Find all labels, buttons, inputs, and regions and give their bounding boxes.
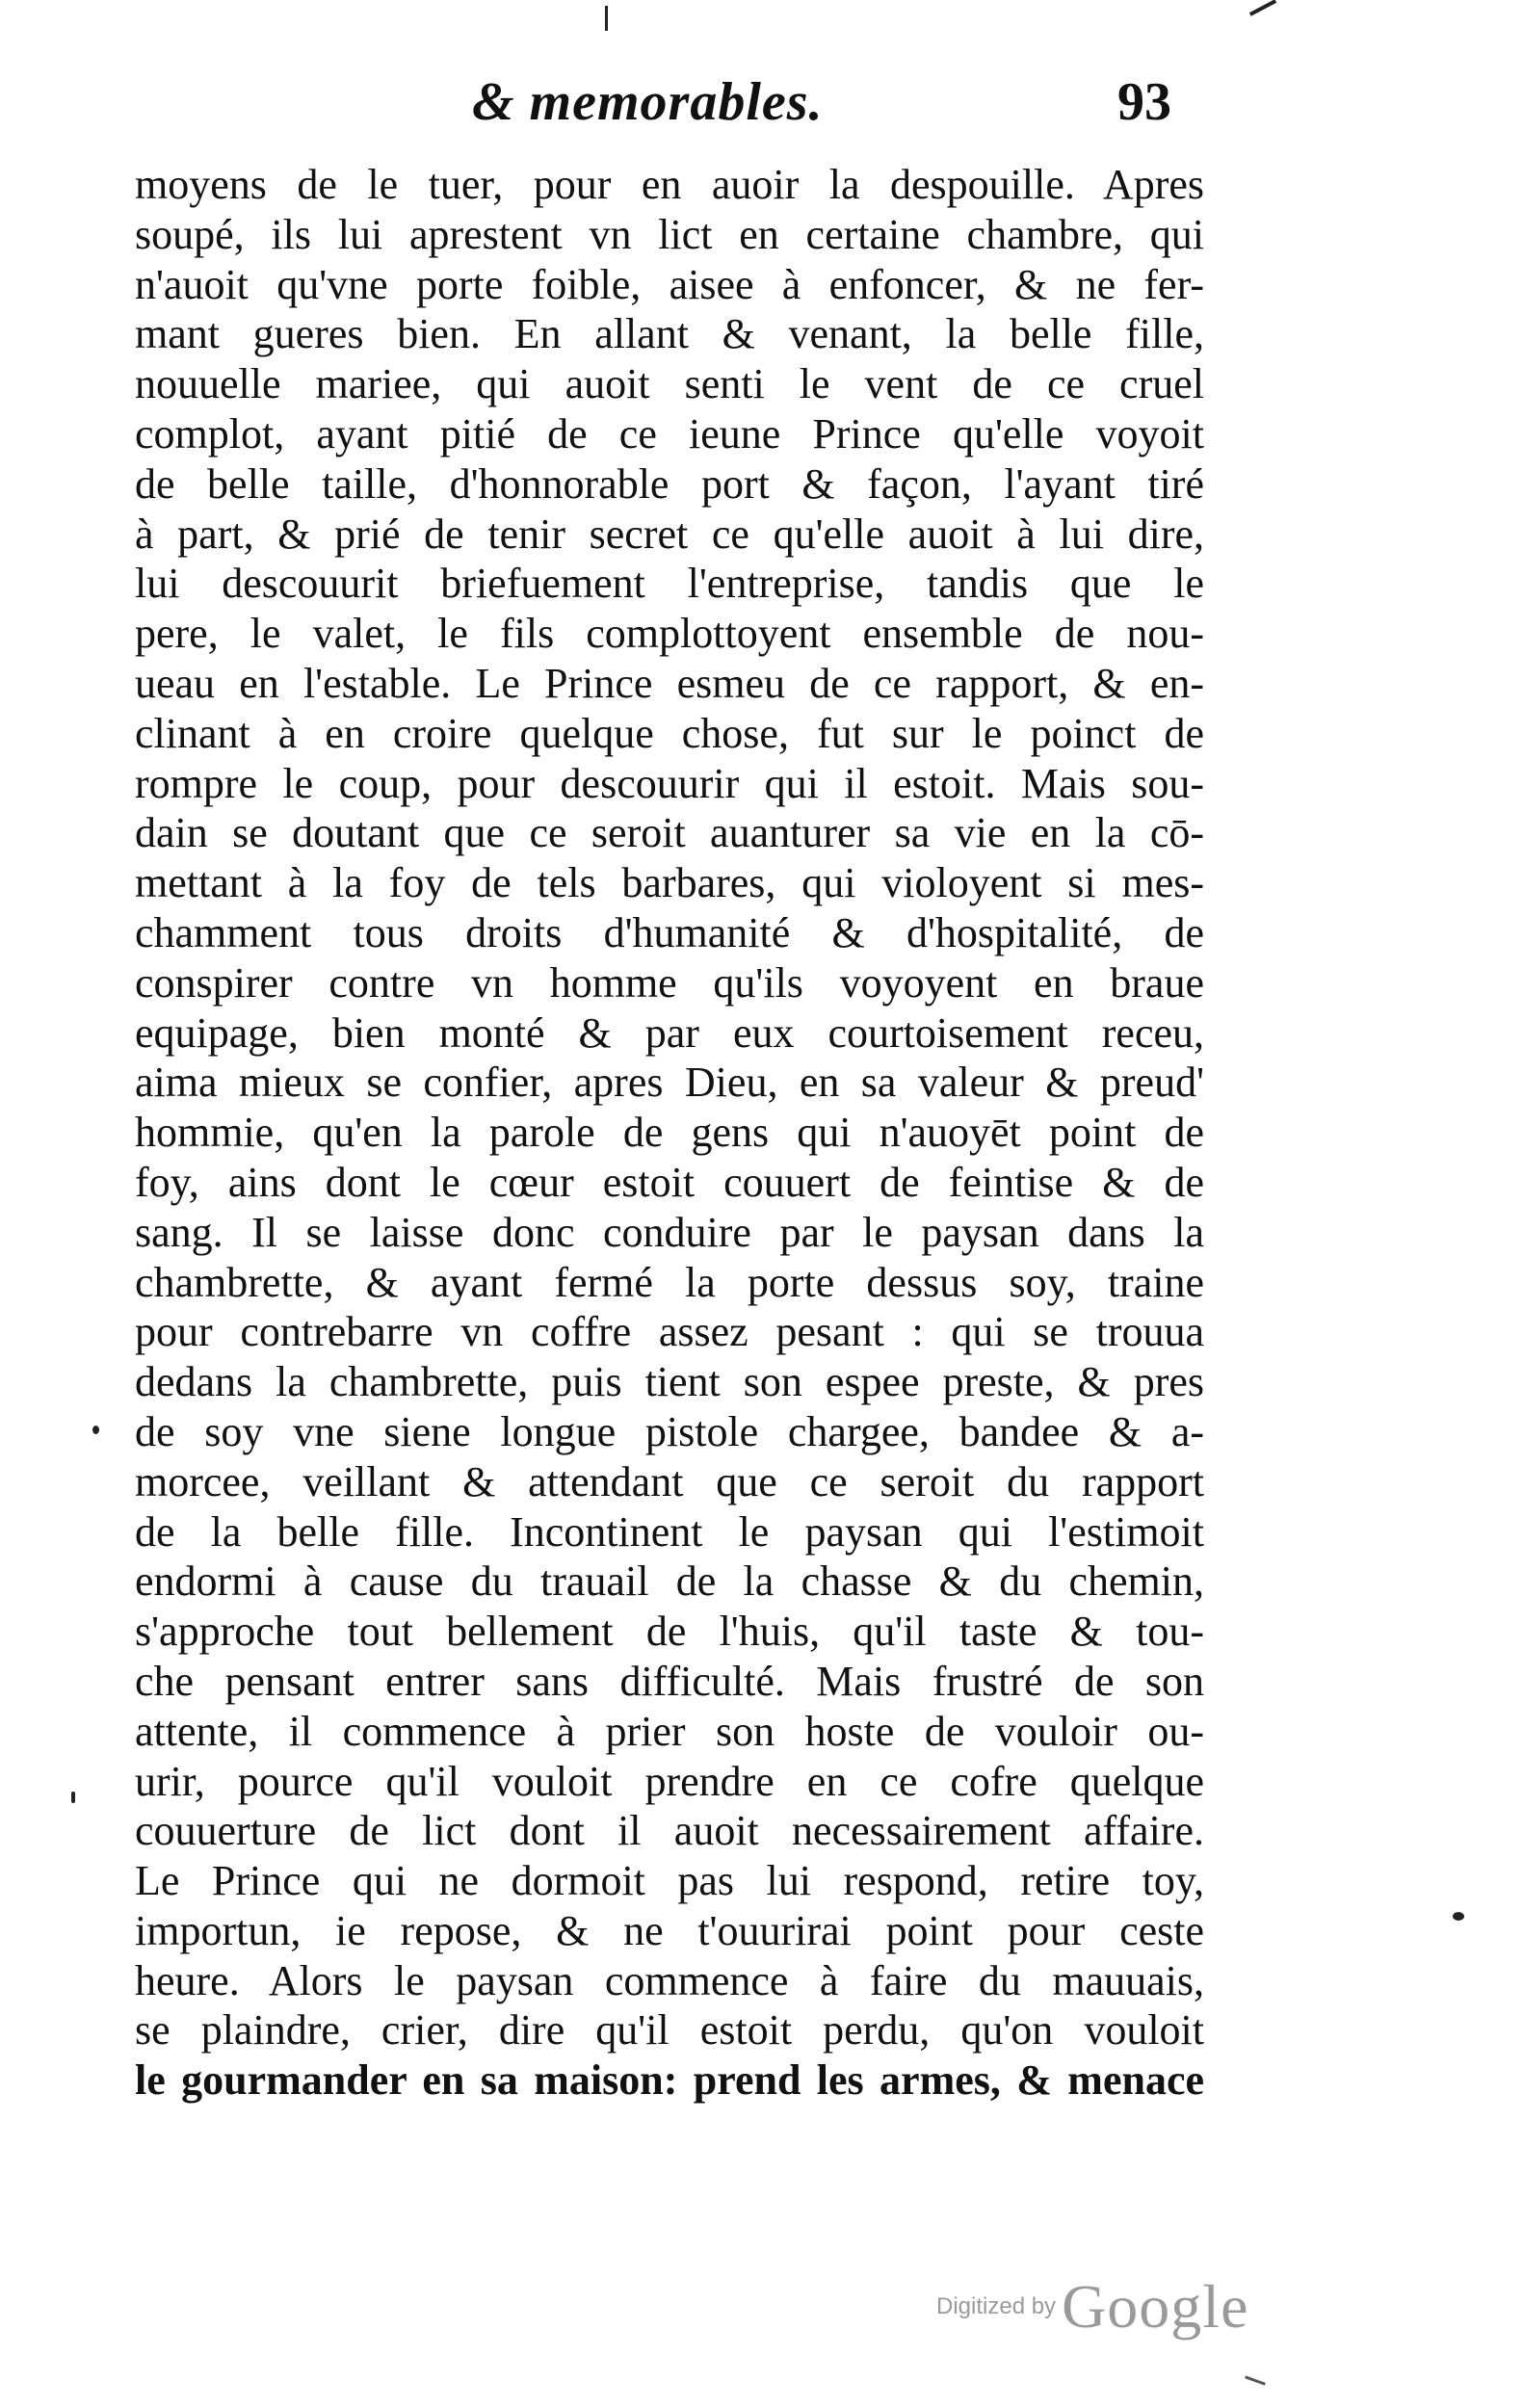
text-line: heure. Alors le paysan commence à faire du mauuais, <box>135 1956 1204 2004</box>
text-line: dedans la chambrette, puis tient son espee preste, & pres <box>135 1358 1204 1406</box>
text-line: lui descouurit briefuement l'entreprise, tandis que le <box>135 560 1204 608</box>
text-line: che pensant entrer sans difficulté. Mais frustré de son <box>135 1657 1204 1705</box>
text-line: attente, il commence à prier son hoste de vouloir ou- <box>135 1707 1204 1755</box>
text-line: pere, le valet, le fils complottoyent ensemble de nou- <box>135 610 1204 658</box>
text-line: mant gueres bien. En allant & venant, la belle fille, <box>135 310 1204 358</box>
text-line: ueau en l'estable. Le Prince esmeu de ce rapport, & en- <box>135 659 1204 707</box>
body-text <box>135 160 1204 2106</box>
text-line: de belle taille, d'honnorable port & façon, l'ayant tiré <box>135 459 1204 508</box>
text-line: complot, ayant pitié de ce ieune Prince qu'elle voyoit <box>135 409 1204 458</box>
text-line: importun, ie repose, & ne t'ouurirai point pour ceste <box>135 1906 1204 1954</box>
text-line: dain se doutant que ce seroit auanturer sa vie en la cō- <box>135 809 1204 857</box>
running-title: & memorables. <box>472 72 824 132</box>
text-line: de la belle fille. Incontinent le paysan qui l'estimoit <box>135 1507 1204 1556</box>
text-line: nouuelle mariee, qui auoit senti le vent de ce cruel <box>135 360 1204 408</box>
text-line: pour contrebarre vn coffre assez pesant : qui se trouua <box>135 1308 1204 1356</box>
text-line: soupé, ils lui aprestent vn lict en certaine chambre, qui <box>135 210 1204 258</box>
text-line: Le Prince qui ne dormoit pas lui respond, retire toy, <box>135 1857 1204 1905</box>
ink-speck <box>92 1426 99 1434</box>
text-line: clinant à en croire quelque chose, fut sur le poinct de <box>135 709 1204 757</box>
text-line: mettant à la foy de tels barbares, qui violoyent si mes- <box>135 859 1204 907</box>
text-line: se plaindre, crier, dire qu'il estoit perdu, qu'on vouloit <box>135 2006 1204 2055</box>
scan-mark-corner <box>1249 0 1276 16</box>
text-line: à part, & prié de tenir secret ce qu'elle auoit à lui dire, <box>135 510 1204 558</box>
text-line: n'auoit qu'vne porte foible, aisee à enfoncer, & ne fer- <box>135 260 1204 308</box>
digitized-by-label: Digitized by <box>936 2293 1057 2319</box>
text-line: s'approche tout bellement de l'huis, qu'il taste & tou- <box>135 1608 1204 1656</box>
text-line: foy, ains dont le cœur estoit couuert de feintise & de <box>135 1158 1204 1206</box>
scan-mark-top <box>605 6 608 31</box>
text-line: endormi à cause du trauail de la chasse & du chemin, <box>135 1557 1204 1606</box>
page-number: 93 <box>1117 72 1171 132</box>
scan-mark-bottom <box>1245 2375 1266 2385</box>
text-line: chamment tous droits d'humanité & d'hospitalité, de <box>135 908 1204 956</box>
text-line: rompre le coup, pour descouurir qui il estoit. Mais sou- <box>135 759 1204 807</box>
text-line: urir, pource qu'il vouloit prendre en ce cofre quelque <box>135 1757 1204 1805</box>
text-line: couuerture de lict dont il auoit necessairement affaire. <box>135 1807 1204 1855</box>
text-line: morcee, veillant & attendant que ce seroit du rapport <box>135 1457 1204 1505</box>
text-line: moyens de le tuer, pour en auoir la despouille. Apres <box>135 161 1204 208</box>
text-line: conspirer contre vn homme qu'ils voyoyent en braue <box>135 958 1204 1007</box>
text-line: le gourmander en sa maison: prend les armes, & menace <box>135 2056 1204 2105</box>
text-line: de soy vne siene longue pistole chargee, bandee & a- <box>135 1407 1204 1455</box>
google-logo: Google <box>1062 2272 1249 2341</box>
google-watermark <box>936 2271 1248 2343</box>
text-line: chambrette, & ayant fermé la porte dessus soy, traine <box>135 1258 1204 1306</box>
text-line: equipage, bien monté & par eux courtoisement receu, <box>135 1008 1204 1057</box>
text-line: hommie, qu'en la parole de gens qui n'auoyēt point de <box>135 1109 1204 1157</box>
ink-speck <box>71 1792 75 1803</box>
text-line: aima mieux se confier, apres Dieu, en sa valeur & preud' <box>135 1059 1204 1107</box>
text-line: sang. Il se laisse donc conduire par le paysan dans la <box>135 1208 1204 1256</box>
ink-speck <box>1453 1912 1464 1921</box>
